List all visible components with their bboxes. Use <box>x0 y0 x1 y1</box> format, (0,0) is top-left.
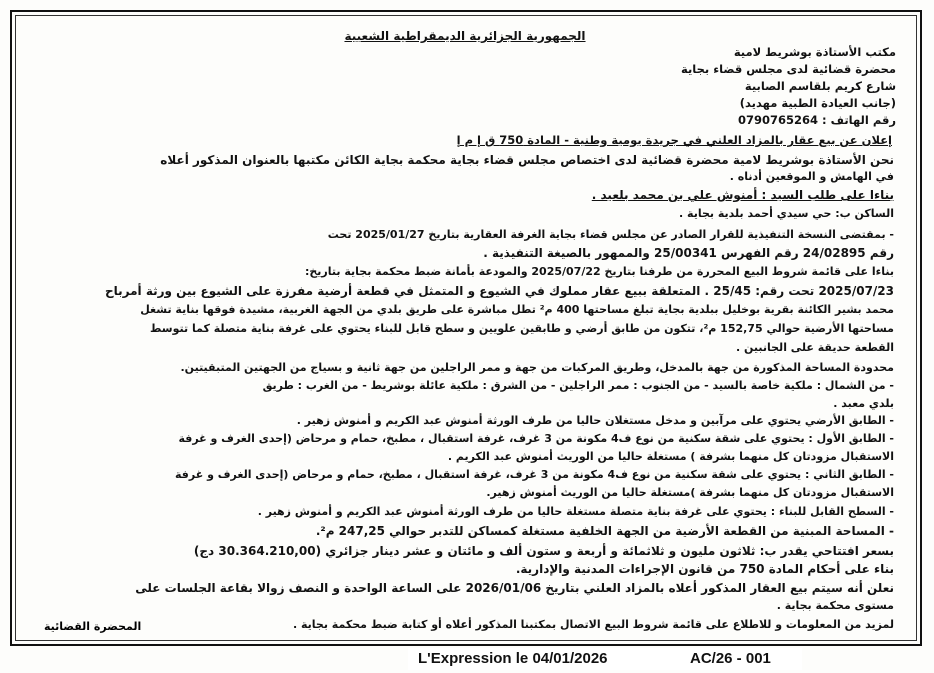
conditions-line: محمد بشير الكائنة بقرية بوخليل ببلدية بجاية تبلغ مساحتها 400 م² تطل مباشرة على طريق بلدي من الجهة الغربية، مشيدة فوقها بناية تشغل <box>140 303 894 316</box>
office-line: محضرة قضائية لدى مجلس قضاء بجاية <box>680 62 896 76</box>
intro-line: نحن الأستاذة بوشريط لامية محضرة قضائية لدى اختصاص مجلس قضاء بجاية محكمة بجاية الكائن مكتبها بالعنوان المذكور أعلاه <box>160 153 894 167</box>
conditions-line: 2025/07/23 تحت رقم: 25/45 . المتعلقة ببيع عقار مملوك في الشيوع و المتمثل في قطعة أرضية مفرزة على الشيوع بين ورثة أمرباح <box>104 284 894 298</box>
legal-basis: بناء على أحكام المادة 750 من قانون الإجراءات المدنية والإدارية. <box>515 562 894 576</box>
conditions-line: القطعة حديقة على الجانبين . <box>735 341 894 354</box>
floor-second: الاستقبال مزودتان كل منهما بشرفة )مستغلة حاليا من الوريث أمنوش زهير. <box>486 486 894 499</box>
execution-line: رقم 24/02895 رقم الفهرس 25/00341 والممهور بالصيغة التنفيذية . <box>483 246 894 260</box>
floor-second: - الطابق الثاني : يحتوي على شقة سكنية من نوع ف4 مكونة من 3 غرف، غرفة استقبال ، مطبخ، حمام و مرحاض (إحدى الغرف و غرفة <box>175 468 894 481</box>
intro-line: في الهامش و الموقعين أدناه . <box>729 170 894 183</box>
floor-first: - الطابق الأول : يحتوي على شقة سكنية من نوع ف4 مكونة من 3 غرف، غرفة استقبال ، مطبخ، حمام و مرحاض (إحدى الغرف و غرفة <box>178 432 894 445</box>
office-phone: رقم الهاتف : 0790765264 <box>738 113 896 127</box>
republic-title: الجمهورية الجزائرية الديمقراطية الشعبية <box>344 29 586 43</box>
auction-line: نعلن أنه سيتم بيع العقار المذكور أعلاه بالمزاد العلني بتاريخ 2026/01/06 على الساعة الواحدة و النصف زوالا بقاعة الجلسات على <box>135 581 894 595</box>
limits-line: محدودة المساحة المذكورة من جهة بالمدخل، وطريق المركبات من جهة و ممر الراجلين من جهة ثانية و بسياج من الجهتين المتبقيتين. <box>180 361 894 374</box>
notice-subject: إعلان عن بيع عقار بالمزاد العلني في جريدة يومية وطنية - المادة 750 ق إ م إ <box>456 133 892 147</box>
limits-line: بلدي معبد . <box>833 397 894 410</box>
requester: بناءا على طلب السيد : أمنوش علي بن محمد بلعيد . <box>591 188 894 202</box>
office-line: شارع كريم بلقاسم الصابية <box>744 79 896 93</box>
limits-line: - من الشمال : ملكية خاصة بالسيد - من الجنوب : ممر الراجلين - من الشرق : ملكية عائلة بوشريط - من الغرب : طريق <box>262 379 894 392</box>
conditions-line: مساحتها الأرضية حوالي 152,75 م²، تتكون من طابق أرضي و طابقين علويين و سطح قابل للبناء يحتوي على غرفة بناية متصلة كما تتوسط <box>150 322 894 335</box>
auction-line: مستوى محكمة بجاية . <box>776 599 894 612</box>
office-line: (جانب العيادة الطبية مهديد) <box>739 96 896 110</box>
conditions-line: بناءا على قائمة شروط البيع المحررة من طرفنا بتاريخ 2025/07/22 والمودعة بأمانة ضبط محكمة بجاية بتاريخ: <box>304 265 894 278</box>
floor-first: الاستقبال مزودتان كل منهما بشرفة ) مستغلة حاليا من الوريث أمنوش عبد الكريم . <box>447 450 894 463</box>
signature: المحضرة القضائية <box>44 620 142 633</box>
execution-line: - بمقتضى النسخة التنفيذية للقرار الصادر عن مجلس قضاء بجاية الغرفة العقارية بتاريخ 2025/01/27 تحت <box>327 228 894 241</box>
floor-roof: - السطح القابل للبناء : يحتوي على غرفة بناية متصلة مستغلة حاليا من طرف الورثة أمنوش عبد الكريم و أمنوش زهير . <box>257 505 894 518</box>
built-area: - المساحة المبنية من القطعة الأرضية من الجهة الخلفية مستغلة كمساكن للتدبر حوالي 247,25 م². <box>315 524 894 538</box>
office-line: مكتب الأستاذة بوشريط لامية <box>733 45 896 59</box>
residence: الساكن ب: حي سيدي أحمد بلدية بجاية . <box>679 207 894 220</box>
newspaper-date: L'Expression le 04/01/2026 <box>418 650 608 667</box>
more-info: لمزيد من المعلومات و للاطلاع على قائمة شروط البيع الاتصال بمكتبنا المذكور أعلاه أو كتابة ضبط محكمة بجاية . <box>292 618 894 631</box>
floor-ground: - الطابق الأرضي يحتوي على مرآبين و مدخل مستغلان حاليا من طرف الورثة أمنوش عبد الكريم و أمنوش زهير . <box>296 414 894 427</box>
reference-code: AC/26 - 001 <box>690 650 771 667</box>
price-line: بسعر افتتاحي يقدر ب: ثلاثون مليون و ثلاثمائة و أربعة و ستون ألف و مائتان و عشر دينار جزائري (30.364.210,00 دج) <box>193 544 894 558</box>
